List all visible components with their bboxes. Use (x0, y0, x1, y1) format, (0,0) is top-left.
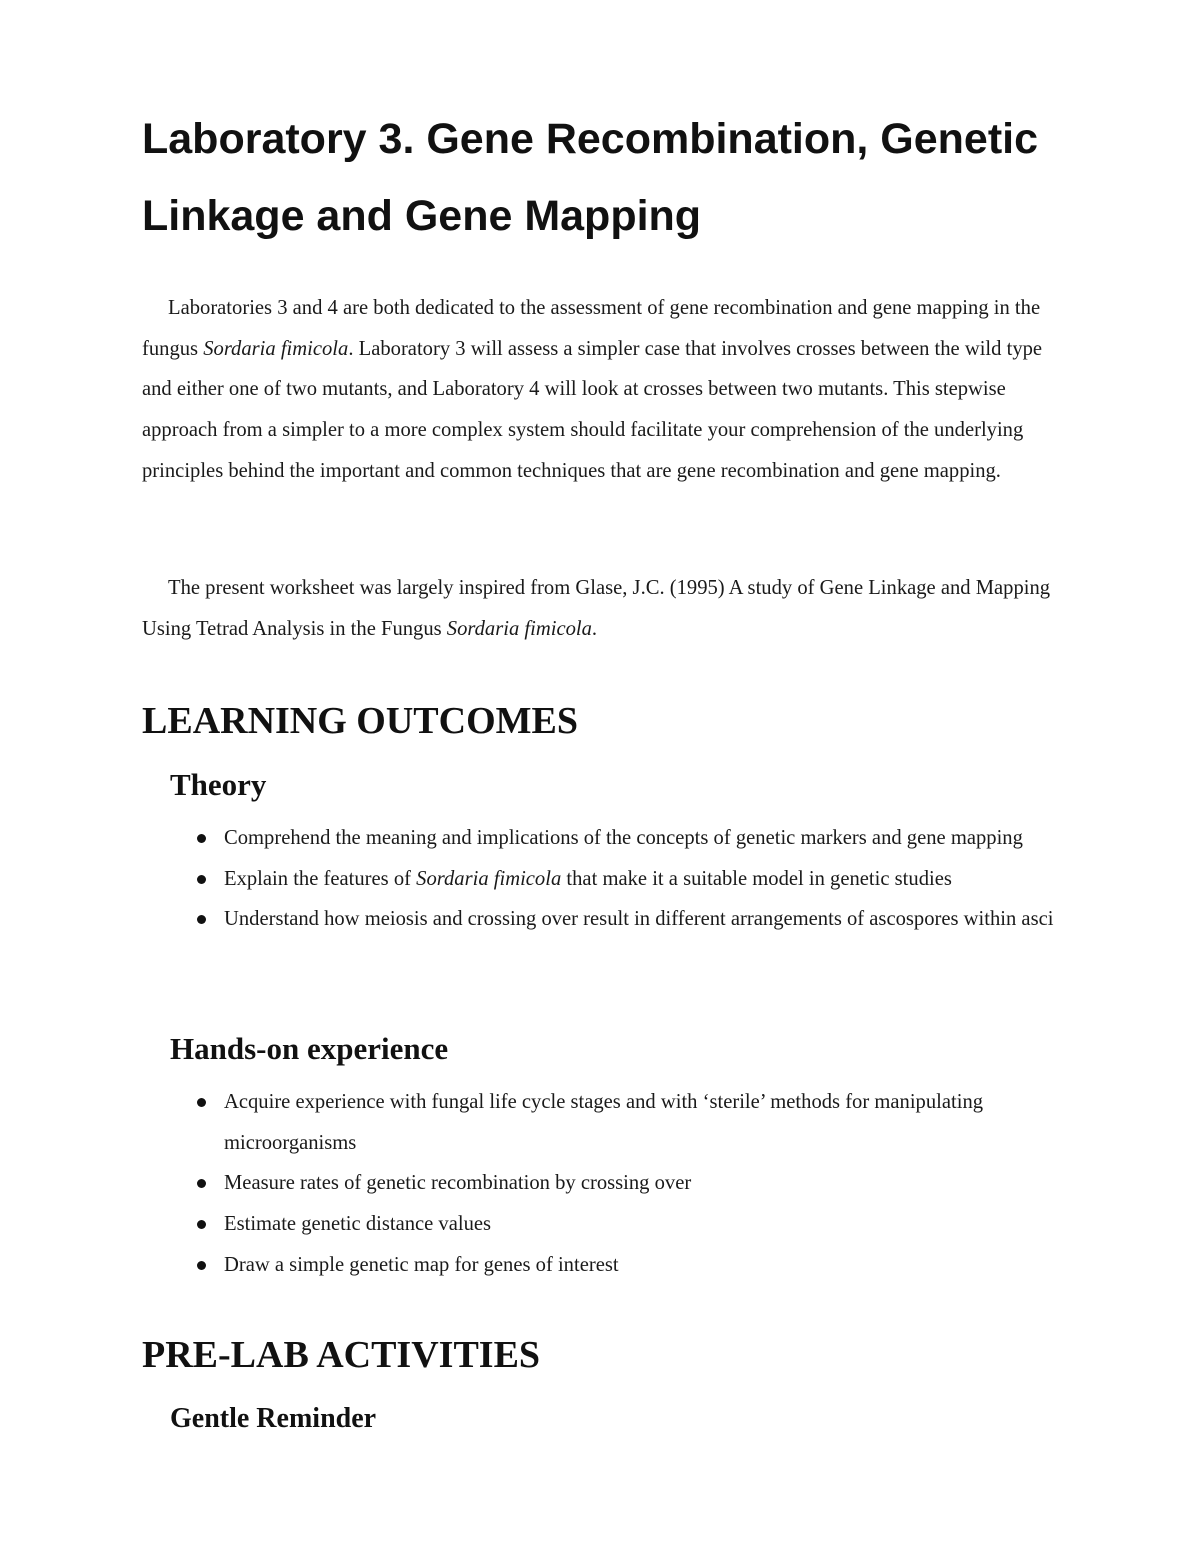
list-item-text: Measure rates of genetic recombination by crossing over (224, 1172, 692, 1195)
list-item-text: Draw a simple genetic map for genes of interest (224, 1253, 619, 1276)
intro-paragraph-2 (142, 568, 1057, 649)
bullet-icon (197, 1179, 206, 1188)
gentle-reminder-heading: Gentle Reminder (170, 1403, 377, 1434)
document-title: Laboratory 3. Gene Recombination, Genetic Linkage and Gene Mapping (142, 115, 1039, 240)
intro-paragraph-1 (142, 288, 1057, 492)
bullet-icon (197, 1220, 206, 1229)
bullet-icon (197, 1261, 206, 1270)
list-item-text: Acquire experience with fungal life cycle stages and with ‘sterile’ methods for manipulating microorganisms (224, 1091, 984, 1154)
bullet-icon (197, 915, 206, 924)
theory-list (224, 818, 1064, 940)
species-name: Sordaria fimicola (203, 337, 349, 360)
list-item (224, 1204, 1064, 1245)
list-item-text: Estimate genetic distance values (224, 1213, 492, 1236)
hands-on-heading: Hands-on experience (170, 1031, 449, 1066)
list-item (224, 1163, 1064, 1204)
intro-paragraph-2-text-a: The present worksheet was largely inspired from Glase, J.C. (1995) A study of Gene Linkage and Mapping Using Tetrad Analysis in the Fungus (142, 577, 1051, 640)
list-item-text: Comprehend the meaning and implications of the concepts of genetic markers and gene mapping (224, 827, 1023, 849)
bullet-icon (197, 1098, 206, 1107)
list-item (224, 899, 1064, 940)
list-item (224, 818, 1064, 859)
pre-lab-heading: PRE-LAB ACTIVITIES (142, 1334, 541, 1376)
list-item-text-b: that make it a suitable model in genetic studies (561, 867, 952, 890)
intro-paragraph-1-text-b: . Laboratory 3 will assess a simpler case that involves crosses between the wild type and either one of two mutants, and Laboratory 4 will look at crosses between two mutants. This stepwise approach from a simpler to a more complex system should facilitate your comprehension of the underlying principles behind the important and common techniques that are gene recombination and gene mapping. (142, 337, 1043, 482)
list-item-text-a: Explain the features of (224, 867, 417, 890)
bullet-icon (197, 834, 206, 843)
bullet-icon (197, 875, 206, 884)
species-name: Sordaria fimicola (416, 867, 562, 890)
list-item (224, 859, 1064, 900)
intro-paragraph-1-text-a: Laboratories 3 and 4 are both dedicated to the assessment of gene recombination and gene mapping in the fungus (142, 297, 1041, 360)
species-name: Sordaria fimicola (446, 617, 592, 640)
list-item (224, 1082, 1064, 1163)
hands-on-list (224, 1082, 1064, 1286)
list-item (224, 1245, 1064, 1286)
list-item-text: Understand how meiosis and crossing over result in different arrangements of ascospores within asci (224, 908, 1054, 931)
learning-outcomes-heading: LEARNING OUTCOMES (142, 700, 578, 742)
intro-paragraph-2-text-b: . (591, 617, 598, 640)
theory-heading: Theory (170, 767, 267, 802)
